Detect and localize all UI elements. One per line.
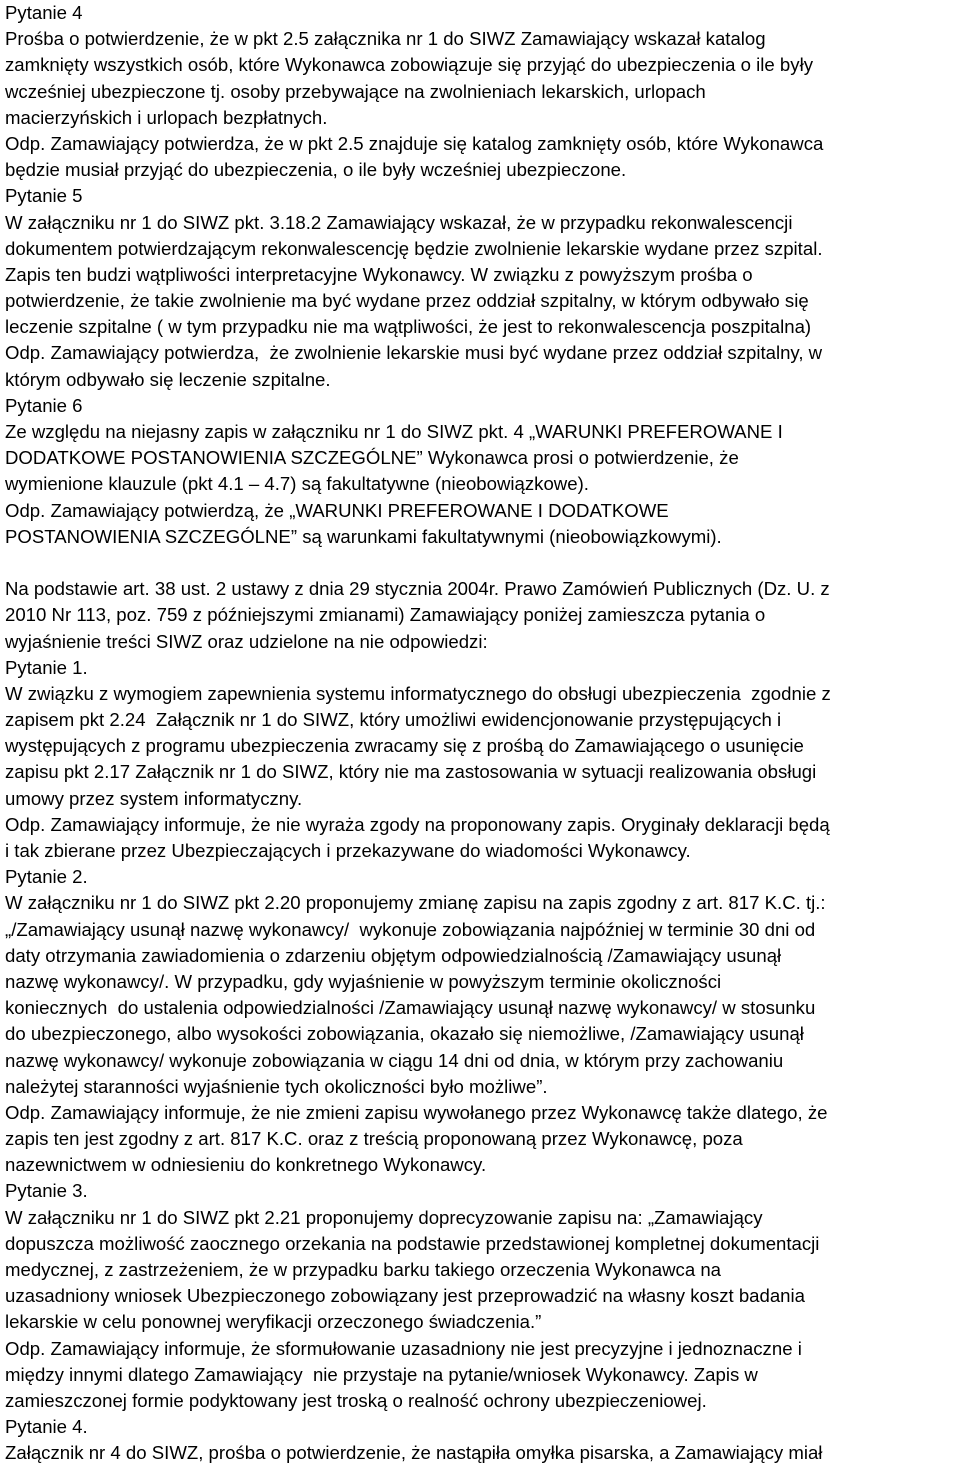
text-line: Prośba o potwierdzenie, że w pkt 2.5 załącznika nr 1 do SIWZ Zamawiający wskazał katalog <box>5 28 766 50</box>
text-block <box>5 0 960 550</box>
text-line: Ze względu na niejasny zapis w załączniku nr 1 do SIWZ pkt. 4 „WARUNKI PREFEROWANE I <box>5 421 783 442</box>
text-line: Załącznik nr 4 do SIWZ, prośba o potwierdzenie, że nastąpiła omyłka pisarska, a Zamawiający miał <box>5 1442 823 1464</box>
text-line: zamknięty wszystkich osób, które Wykonawca zobowiązuje się przyjąć do ubezpieczenia o ile były <box>5 54 813 76</box>
text-line: między innymi dlatego Zamawiający nie przystaje na pytanie/wniosek Wykonawcy. Zapis w <box>5 1363 758 1385</box>
text-line: Odp. Zamawiający informuje, że nie zmieni zapisu wywołanego przez Wykonawcę także dlatego, że <box>5 1101 828 1123</box>
text-line: dokumentem potwierdzającym rekonwalescencję będzie zwolnienie lekarskie wydane przez szpital. <box>5 237 823 259</box>
text-line: daty otrzymania zawiadomienia o zdarzeniu objętym odpowiedzialnością /Zamawiający usunął <box>5 944 782 966</box>
text-line: Pytanie 5 <box>5 185 83 207</box>
text-line: Zapis ten budzi wątpliwości interpretacyjne Wykonawcy. W związku z powyższym prośba o <box>5 263 753 285</box>
text-line: należytej staranności wyjaśnienie tych okoliczności było możliwe”. <box>5 1075 548 1097</box>
text-line: leczenie szpitalne ( w tym przypadku nie ma wątpliwości, że jest to rekonwalescencja poszpitalna) <box>5 316 812 338</box>
text-line: Odp. Zamawiający informuje, że sformułowanie uzasadniony nie jest precyzyjne i jednoznaczne i <box>5 1337 802 1359</box>
text-line: W załączniku nr 1 do SIWZ pkt. 3.18.2 Zamawiający wskazał, że w przypadku rekonwalescencji <box>5 211 793 233</box>
document-page <box>5 0 960 1467</box>
text-line: lekarskie w celu ponownej weryfikacji orzeczonego świadczenia.” <box>5 1311 542 1333</box>
text-line: wcześniej ubezpieczone tj. osoby przebywające na zwolnieniach lekarskich, urlopach <box>5 80 706 102</box>
text-line: nazewnictwem w odniesieniu do konkretnego Wykonawcy. <box>5 1154 487 1176</box>
text-line: 2010 Nr 113, poz. 759 z późniejszymi zmianami) Zamawiający poniżej zamieszcza pytania o <box>5 604 766 626</box>
text-line: potwierdzenie, że takie zwolnienie ma być wydane przez oddział szpitalny, w którym odbywało się <box>5 290 809 312</box>
text-line: macierzyńskich i urlopach bezpłatnych. <box>5 106 328 128</box>
text-line: W związku z wymogiem zapewnienia systemu informatycznego do obsługi ubezpieczenia zgodnie z <box>5 682 831 704</box>
text-line: będzie musiał przyjąć do ubezpieczenia, o ile były wcześniej ubezpieczone. <box>5 159 627 181</box>
text-line: nazwę wykonawcy/. W przypadku, gdy wyjaśnienie w powyższym terminie okoliczności <box>5 970 722 992</box>
text-line: i tak zbierane przez Ubezpieczających i przekazywane do wiadomości Wykonawcy. <box>5 840 691 861</box>
text-line: Odp. Zamawiający potwierdza, że w pkt 2.5 znajduje się katalog zamknięty osób, które Wykonawca <box>5 132 824 154</box>
text-line: DODATKOWE POSTANOWIENIA SZCZEGÓLNE” Wykonawca prosi o potwierdzenie, że <box>5 447 739 469</box>
text-line: koniecznych do ustalenia odpowiedzialności /Zamawiający usunął nazwę wykonawcy/ w stosunku <box>5 997 816 1019</box>
text-line: W załączniku nr 1 do SIWZ pkt 2.21 proponujemy doprecyzowanie zapisu na: „Zamawiający <box>5 1206 763 1228</box>
text-line: Pytanie 2. <box>5 866 88 888</box>
text-line: Pytanie 1. <box>5 656 88 678</box>
text-line: Odp. Zamawiający informuje, że nie wyraża zgody na proponowany zapis. Oryginały deklaracji będą <box>5 813 830 835</box>
text-line: Pytanie 3. <box>5 1180 88 1202</box>
text-line: wymienione klauzule (pkt 4.1 – 4.7) są fakultatywne (nieobowiązkowe). <box>5 473 589 495</box>
text-line: którym odbywało się leczenie szpitalne. <box>5 368 331 390</box>
text-line: uzasadniony wniosek Ubezpieczonego zobowiązany jest przeprowadzić na własny koszt badania <box>5 1285 805 1307</box>
text-line: Odp. Zamawiający potwierdza, że zwolnienie lekarskie musi być wydane przez oddział szpitalny, w <box>5 342 823 364</box>
text-line: występujących z programu ubezpieczenia zwracamy się z prośbą do Zamawiającego o usunięcie <box>5 735 804 757</box>
text-line: Pytanie 4 <box>5 2 83 23</box>
text-block <box>5 576 960 1466</box>
text-line: nazwę wykonawcy/ wykonuje zobowiązania w ciągu 14 dni od dnia, w którym przy zachowaniu <box>5 1049 784 1071</box>
text-line: Pytanie 4. <box>5 1416 88 1438</box>
paragraph-gap <box>5 550 960 576</box>
text-line: umowy przez system informatyczny. <box>5 787 303 809</box>
text-line: zapis ten jest zgodny z art. 817 K.C. oraz z treścią proponowaną przez Wykonawcę, poza <box>5 1128 743 1150</box>
text-line: wyjaśnienie treści SIWZ oraz udzielone na nie odpowiedzi: <box>5 630 488 652</box>
text-line: do ubezpieczonego, albo wysokości zobowiązania, okazało się niemożliwe, /Zamawiający usunął <box>5 1023 804 1045</box>
text-line: dopuszcza możliwość zaocznego orzekania na podstawie przedstawionej kompletnej dokumentacji <box>5 1232 820 1254</box>
text-line: Pytanie 6 <box>5 394 83 416</box>
text-line: POSTANOWIENIA SZCZEGÓLNE” są warunkami fakultatywnymi (nieobowiązkowymi). <box>5 525 722 547</box>
text-line: zamieszczonej formie podyktowany jest troską o realność ochrony ubezpieczeniowej. <box>5 1389 707 1411</box>
text-line: Odp. Zamawiający potwierdzą, że „WARUNKI PREFEROWANE I DODATKOWE <box>5 499 669 521</box>
text-line: „/Zamawiający usunął nazwę wykonawcy/ wykonuje zobowiązania najpóźniej w terminie 30 dni od <box>5 918 816 940</box>
text-line: medycznej, z zastrzeżeniem, że w przypadku barku takiego orzeczenia Wykonawca na <box>5 1259 722 1280</box>
text-line: zapisu pkt 2.17 Załącznik nr 1 do SIWZ, który nie ma zastosowania w sytuacji realizowania obsługi <box>5 761 817 783</box>
text-line: W załączniku nr 1 do SIWZ pkt 2.20 proponujemy zmianę zapisu na zapis zgodny z art. 817 K.C. tj.: <box>5 892 826 914</box>
text-line: Na podstawie art. 38 ust. 2 ustawy z dnia 29 stycznia 2004r. Prawo Zamówień Publicznych (Dz. U. z <box>5 578 830 600</box>
text-line: zapisem pkt 2.24 Załącznik nr 1 do SIWZ, który umożliwi ewidencjonowanie przystępujących i <box>5 709 782 731</box>
